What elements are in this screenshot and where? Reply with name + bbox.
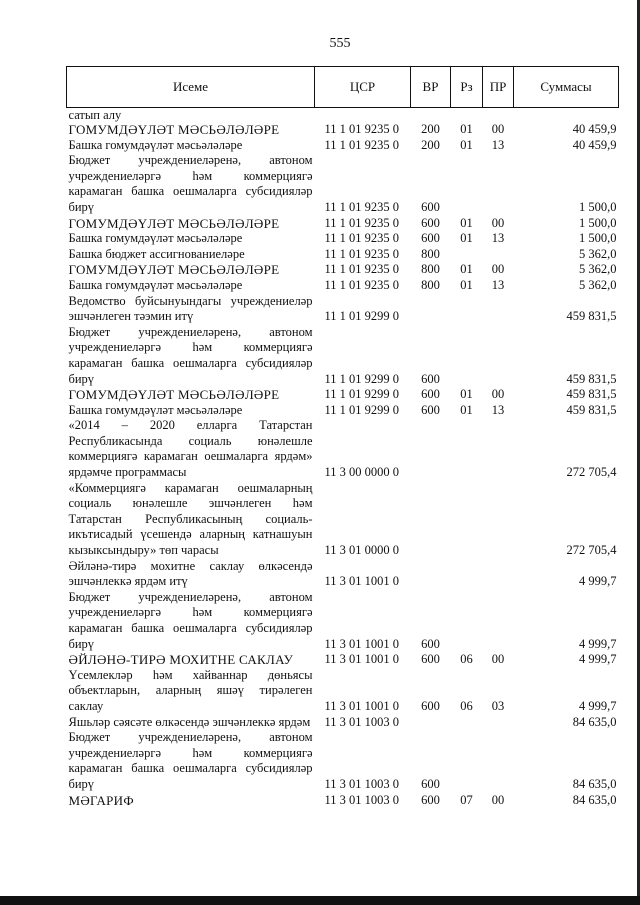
cell-sum: 40 459,9: [572, 122, 617, 136]
cell-sum: 272 705,4: [566, 543, 617, 558]
cell-sum: 4 999,7: [579, 652, 617, 667]
cell-vr: [411, 715, 451, 731]
cell-pr: 00: [491, 792, 505, 807]
cell-rz: 01: [460, 137, 473, 152]
table-row: [67, 122, 619, 138]
cell-name: Яшьләр сәясәте өлкәсендә эшчәнлеккә ярдәм: [68, 714, 311, 729]
cell-vr: 200: [421, 122, 440, 136]
table-row: [67, 153, 619, 215]
table-row: [67, 247, 619, 263]
cell-vr: 800: [421, 277, 440, 292]
cell-rz: [451, 590, 483, 652]
cell-csr: 11 1 01 9235 0: [324, 246, 400, 261]
table-body: [67, 108, 619, 809]
header-name: Исеме: [67, 67, 315, 108]
cell-pr: 00: [491, 262, 505, 277]
cell-name: Башка бюджет ассигнованиеләре: [68, 246, 245, 261]
cell-name: Башка гомумдәүләт мәсьәләләре: [68, 402, 243, 417]
cell-csr: 11 3 01 1001 0: [324, 574, 400, 589]
header-rz: Рз: [451, 67, 483, 108]
cell-pr: 13: [491, 277, 505, 292]
cell-name: Башка гомумдәүләт мәсьәләләре: [68, 277, 243, 292]
cell-pr: [483, 418, 514, 480]
cell-csr: 11 3 01 1003 0: [324, 714, 400, 729]
table-row: [67, 481, 619, 559]
cell-csr: 11 1 01 9299 0: [324, 387, 400, 402]
table-row: [67, 668, 619, 715]
cell-vr: [411, 108, 451, 123]
cell-name: Үсемлекләр һәм хайваннар дөньясы объектларын, аларның яшәү тирәлеген саклау: [68, 667, 313, 713]
cell-rz: [451, 418, 483, 480]
cell-name: Әйләнә-тирә мохитне саклау өлкәсендә эшчәнлеккә ярдәм итү: [68, 558, 313, 589]
cell-pr: 03: [491, 698, 505, 713]
cell-csr: 11 1 01 9235 0: [324, 262, 400, 277]
table-row: [67, 278, 619, 294]
scan-edge-bottom: [0, 896, 640, 905]
cell-vr: 600: [421, 776, 440, 791]
cell-csr: [315, 108, 411, 123]
cell-rz: [451, 325, 483, 387]
cell-sum: 84 635,0: [572, 776, 617, 791]
cell-rz: 06: [460, 652, 473, 667]
cell-rz: 01: [460, 231, 473, 246]
cell-name: «Коммерциягә карамаган оешмаларның социаль юнәлешле эшчәнлеген һәм Татарстан Республикасының социаль-икътисадый үсешендә аларның катнашуын кызыксындыру» төп чарасы: [68, 480, 313, 558]
cell-pr: [483, 108, 514, 123]
cell-vr: 600: [421, 371, 440, 386]
cell-csr: 11 3 01 0000 0: [324, 543, 400, 558]
cell-csr: 11 3 01 1001 0: [324, 652, 400, 667]
cell-rz: [451, 730, 483, 792]
cell-sum: 5 362,0: [579, 277, 617, 292]
cell-name: ГОМУМДӘҮЛӘТ МӘСЬӘЛӘЛӘРЕ: [68, 122, 280, 137]
cell-pr: [483, 559, 514, 590]
table-row: [67, 652, 619, 668]
cell-name: сатып алу: [68, 108, 122, 122]
budget-table: [66, 66, 619, 808]
cell-sum: 459 831,5: [566, 309, 617, 324]
cell-vr: 600: [421, 792, 440, 807]
cell-vr: 600: [421, 698, 440, 713]
cell-sum: 84 635,0: [572, 792, 617, 807]
cell-vr: [411, 481, 451, 559]
cell-pr: [483, 590, 514, 652]
cell-sum: 4 999,7: [579, 636, 617, 651]
cell-rz: [451, 153, 483, 215]
header-csr: ЦСР: [315, 67, 411, 108]
cell-csr: 11 3 00 0000 0: [324, 465, 400, 480]
cell-csr: 11 1 01 9299 0: [324, 309, 400, 324]
cell-pr: 00: [491, 122, 505, 136]
table-row: [67, 216, 619, 232]
cell-vr: 600: [421, 231, 440, 246]
cell-name: Бюджет учреждениеләренә, автоном учреждениеләргә һәм коммерциягә карамаган башка оешмаларга субсидияләр бирү: [68, 324, 313, 386]
cell-sum: 5 362,0: [579, 246, 617, 261]
cell-csr: 11 1 01 9235 0: [324, 199, 400, 214]
cell-vr: 600: [421, 215, 440, 230]
cell-csr: 11 1 01 9235 0: [324, 277, 400, 292]
cell-name: Башка гомумдәүләт мәсьәләләре: [68, 231, 243, 246]
cell-rz: [451, 559, 483, 590]
cell-name: Башка гомумдәүләт мәсьәләләре: [68, 137, 243, 152]
table-row: [67, 418, 619, 480]
cell-name: МӘГАРИФ: [68, 792, 134, 808]
cell-vr: 600: [421, 199, 440, 214]
cell-sum: 84 635,0: [572, 714, 617, 729]
cell-rz: 01: [460, 122, 473, 136]
cell-name: ГОМУМДӘҮЛӘТ МӘСЬӘЛӘЛӘРЕ: [68, 215, 280, 231]
cell-sum: 1 500,0: [579, 231, 617, 246]
cell-rz: [451, 108, 483, 123]
table-row: [67, 403, 619, 419]
table-row: [67, 559, 619, 590]
cell-vr: 200: [421, 137, 440, 152]
cell-csr: 11 3 01 1003 0: [324, 776, 400, 791]
cell-rz: 06: [460, 698, 473, 713]
cell-sum: 5 362,0: [579, 262, 617, 277]
table-row: [67, 108, 619, 123]
cell-vr: 600: [421, 387, 440, 402]
cell-pr: 00: [491, 652, 505, 667]
cell-csr: 11 3 01 1001 0: [324, 698, 400, 713]
cell-rz: 01: [460, 262, 473, 277]
cell-sum: 40 459,9: [572, 137, 617, 152]
cell-csr: 11 1 01 9235 0: [324, 231, 400, 246]
page-number: 555: [329, 36, 351, 51]
cell-name: Бюджет учреждениеләренә, автоном учреждениеләргә һәм коммерциягә карамаган башка оешмаларга субсидияләр бирү: [68, 153, 313, 214]
table-row: [67, 262, 619, 278]
cell-name: Ведомство буйсынуындагы учреждениеләр эшчәнлеген тәэмин итү: [68, 293, 313, 324]
table-row: [67, 387, 619, 403]
cell-csr: 11 1 01 9235 0: [324, 137, 400, 152]
cell-name: ГОМУМДӘҮЛӘТ МӘСЬӘЛӘЛӘРЕ: [68, 262, 280, 278]
cell-pr: 13: [491, 231, 505, 246]
cell-name: «2014 – 2020 елларга Татарстан Республикасында социаль юнәлешле коммерциягә карамаган оешмаларга ярдәм» ярдәмче программасы: [68, 418, 313, 480]
table-row: [67, 715, 619, 731]
cell-vr: [411, 418, 451, 480]
cell-sum: 4 999,7: [579, 698, 617, 713]
cell-csr: 11 1 01 9235 0: [324, 215, 400, 230]
cell-vr: 600: [421, 636, 440, 651]
cell-pr: [483, 247, 514, 263]
cell-rz: 07: [460, 792, 473, 807]
header-pr: ПР: [483, 67, 514, 108]
cell-pr: 00: [491, 387, 505, 402]
table-row: [67, 294, 619, 325]
cell-rz: [451, 294, 483, 325]
cell-pr: 13: [491, 402, 505, 417]
cell-vr: [411, 294, 451, 325]
cell-sum: 459 831,5: [566, 387, 617, 402]
table-row: [67, 793, 619, 809]
cell-vr: [411, 559, 451, 590]
cell-sum: 4 999,7: [579, 574, 617, 589]
cell-pr: [483, 730, 514, 792]
cell-sum: 459 831,5: [566, 402, 617, 417]
cell-rz: [451, 481, 483, 559]
cell-pr: 00: [491, 215, 505, 230]
cell-pr: 13: [491, 137, 505, 152]
table-row: [67, 325, 619, 387]
cell-rz: [451, 247, 483, 263]
cell-name: Бюджет учреждениеләренә, автоном учреждениеләргә һәм коммерциягә карамаган башка оешмаларга субсидияләр бирү: [68, 589, 313, 651]
cell-pr: [483, 153, 514, 215]
cell-name: ГОМУМДӘҮЛӘТ МӘСЬӘЛӘЛӘРЕ: [68, 387, 280, 403]
cell-csr: 11 1 01 9299 0: [324, 402, 400, 417]
table-row: [67, 138, 619, 154]
cell-name: Бюджет учреждениеләренә, автоном учреждениеләргә һәм коммерциягә карамаган башка оешмаларга субсидияләр бирү: [68, 730, 313, 791]
cell-sum: 272 705,4: [566, 465, 617, 480]
cell-name: ӘЙЛӘНӘ-ТИРӘ МОХИТНЕ САКЛАУ: [68, 652, 294, 668]
header-sum: Суммасы: [514, 67, 619, 108]
cell-pr: [483, 294, 514, 325]
cell-csr: 11 3 01 1001 0: [324, 636, 400, 651]
cell-sum: 1 500,0: [579, 215, 617, 230]
cell-rz: 01: [460, 402, 473, 417]
cell-sum: 1 500,0: [579, 199, 617, 214]
cell-rz: 01: [460, 277, 473, 292]
table-header: [67, 67, 619, 108]
cell-vr: 600: [421, 402, 440, 417]
table-row: [67, 590, 619, 652]
cell-sum: [514, 108, 619, 123]
cell-vr: 800: [421, 246, 440, 261]
header-vr: ВР: [411, 67, 451, 108]
cell-csr: 11 3 01 1003 0: [324, 792, 400, 807]
table-row: [67, 231, 619, 247]
cell-csr: 11 1 01 9235 0: [324, 122, 400, 136]
cell-vr: 600: [421, 652, 440, 667]
cell-vr: 800: [421, 262, 440, 277]
cell-pr: [483, 481, 514, 559]
cell-csr: 11 1 01 9299 0: [324, 371, 400, 386]
cell-sum: 459 831,5: [566, 371, 617, 386]
cell-rz: 01: [460, 387, 473, 402]
cell-pr: [483, 715, 514, 731]
table-row: [67, 730, 619, 792]
cell-pr: [483, 325, 514, 387]
cell-rz: [451, 715, 483, 731]
cell-rz: 01: [460, 215, 473, 230]
